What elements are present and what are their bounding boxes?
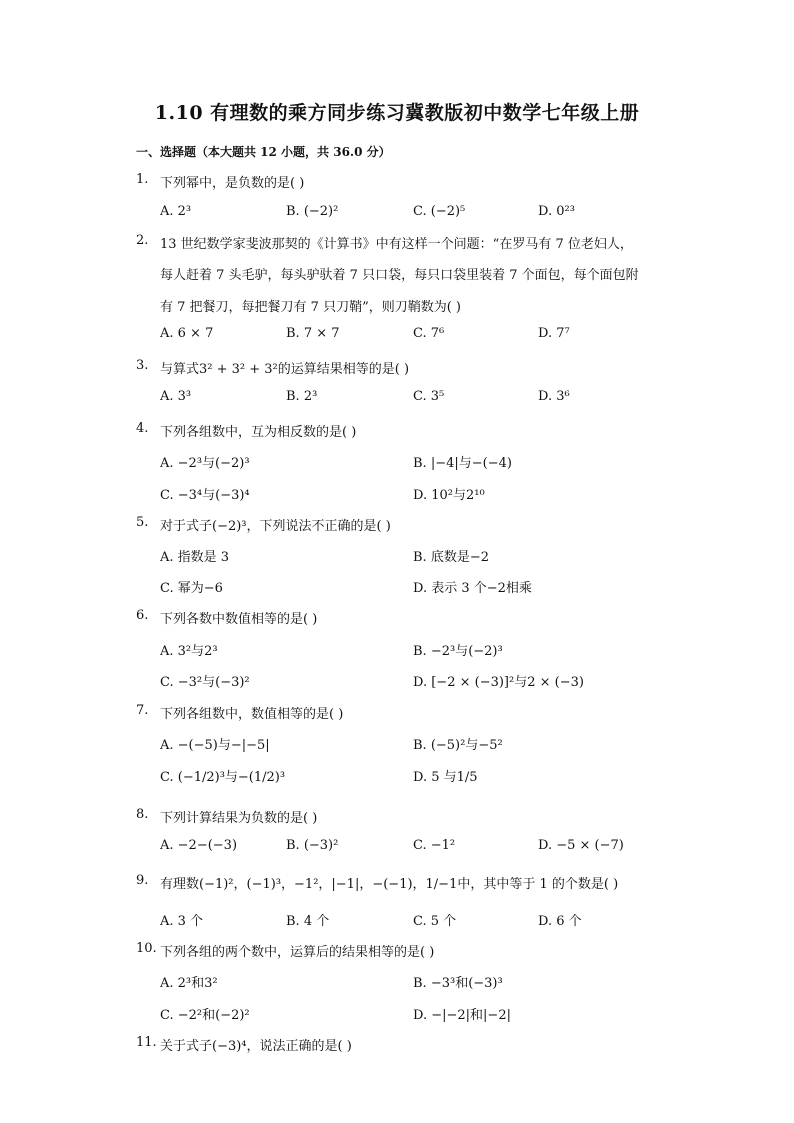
question-5-option-C[interactable]: C. 幂为−6 — [160, 581, 223, 596]
question-2-option-C[interactable]: C. 7⁶ — [413, 326, 445, 341]
question-4-option-D[interactable]: D. 10²与2¹⁰ — [413, 488, 485, 503]
question-5-number: 5. — [136, 515, 149, 530]
question-4-option-B[interactable]: B. |−4|与−(−4) — [413, 456, 512, 471]
question-4-option-A[interactable]: A. −2³与(−2)³ — [160, 456, 250, 471]
question-2-option-A[interactable]: A. 6 × 7 — [160, 326, 214, 341]
question-3-option-D[interactable]: D. 3⁶ — [538, 389, 570, 404]
question-3-number: 3. — [136, 358, 149, 373]
question-2-number: 2. — [136, 233, 149, 248]
question-5-option-A[interactable]: A. 指数是 3 — [160, 550, 230, 565]
question-3-option-A[interactable]: A. 3³ — [160, 389, 192, 404]
question-6-option-B[interactable]: B. −2³与(−2)³ — [413, 644, 503, 659]
question-3-option-B[interactable]: B. 2³ — [286, 389, 318, 404]
question-9-option-D[interactable]: D. 6 个 — [538, 914, 582, 929]
question-10-option-B[interactable]: B. −3³和(−3)³ — [413, 976, 503, 991]
question-1-number: 1. — [136, 172, 149, 187]
question-7-text: 下列各组数中，数值相等的是( ) — [160, 707, 344, 722]
question-2-text: 每人赶着 7 头毛驴，每头驴驮着 7 只口袋，每只口袋里装着 7 个面包，每个面包附 — [160, 268, 639, 283]
question-2-text: 13 世纪数学家斐波那契的《计算书》中有这样一个问题：“在罗马有 7 位老妇人， — [160, 237, 633, 252]
question-10-option-D[interactable]: D. −|−2|和|−2| — [413, 1008, 511, 1023]
question-8-option-D[interactable]: D. −5 × (−7) — [538, 838, 624, 853]
question-5-option-B[interactable]: B. 底数是−2 — [413, 550, 489, 565]
question-10-text: 下列各组的两个数中，运算后的结果相等的是( ) — [160, 945, 435, 960]
section-heading: 一、选择题（本大题共 12 小题，共 36.0 分） — [136, 145, 391, 159]
question-10-option-C[interactable]: C. −2²和(−2)² — [160, 1008, 250, 1023]
question-7-option-A[interactable]: A. −(−5)与−|−5| — [160, 738, 270, 753]
question-8-option-B[interactable]: B. (−3)² — [286, 838, 339, 853]
page-title: 1.10 有理数的乘方同步练习冀教版初中数学七年级上册 — [154, 102, 640, 124]
question-2-option-D[interactable]: D. 7⁷ — [538, 326, 570, 341]
question-7-option-B[interactable]: B. (−5)²与−5² — [413, 738, 503, 753]
question-1-option-D[interactable]: D. 0²³ — [538, 204, 575, 219]
question-7-number: 7. — [136, 703, 149, 718]
question-9-option-C[interactable]: C. 5 个 — [413, 914, 457, 929]
question-6-text: 下列各数中数值相等的是( ) — [160, 612, 318, 627]
question-4-text: 下列各组数中，互为相反数的是( ) — [160, 425, 357, 440]
question-2-text: 有 7 把餐刀，每把餐刀有 7 只刀鞘”，则刀鞘数为( ) — [160, 300, 461, 315]
question-8-option-A[interactable]: A. −2−(−3) — [160, 838, 238, 853]
question-10-option-A[interactable]: A. 2³和3² — [160, 976, 218, 991]
question-6-option-D[interactable]: D. [−2 × (−3)]²与2 × (−3) — [413, 675, 584, 690]
question-1-text: 下列幂中，是负数的是( ) — [160, 176, 305, 191]
question-6-number: 6. — [136, 608, 149, 623]
question-11-text: 关于式子(−3)⁴，说法正确的是( ) — [160, 1039, 352, 1054]
question-6-option-A[interactable]: A. 3²与2³ — [160, 644, 218, 659]
question-2-option-B[interactable]: B. 7 × 7 — [286, 326, 340, 341]
question-6-option-C[interactable]: C. −3²与(−3)² — [160, 675, 250, 690]
question-8-option-C[interactable]: C. −1² — [413, 838, 456, 853]
question-8-text: 下列计算结果为负数的是( ) — [160, 811, 318, 826]
question-9-option-B[interactable]: B. 4 个 — [286, 914, 330, 929]
question-1-option-A[interactable]: A. 2³ — [160, 204, 192, 219]
question-9-number: 9. — [136, 873, 149, 888]
question-4-option-C[interactable]: C. −3⁴与(−3)⁴ — [160, 488, 250, 503]
question-5-text: 对于式子(−2)³，下列说法不正确的是( ) — [160, 519, 391, 534]
question-3-text: 与算式3² + 3² + 3²的运算结果相等的是( ) — [160, 362, 410, 377]
question-8-number: 8. — [136, 807, 149, 822]
question-10-number: 10. — [136, 941, 157, 956]
question-1-option-B[interactable]: B. (−2)² — [286, 204, 339, 219]
question-7-option-D[interactable]: D. 5 与1/5 — [413, 770, 478, 785]
question-7-option-C[interactable]: C. (−1/2)³与−(1/2)³ — [160, 770, 286, 785]
question-5-option-D[interactable]: D. 表示 3 个−2相乘 — [413, 581, 532, 596]
question-11-number: 11. — [136, 1035, 157, 1050]
question-4-number: 4. — [136, 421, 149, 436]
question-9-text: 有理数(−1)²，(−1)³，−1²，|−1|，−(−1)，1/−1中，其中等于 1 的个数是( ) — [160, 877, 619, 892]
question-9-option-A[interactable]: A. 3 个 — [160, 914, 204, 929]
question-1-option-C[interactable]: C. (−2)⁵ — [413, 204, 466, 219]
question-3-option-C[interactable]: C. 3⁵ — [413, 389, 445, 404]
